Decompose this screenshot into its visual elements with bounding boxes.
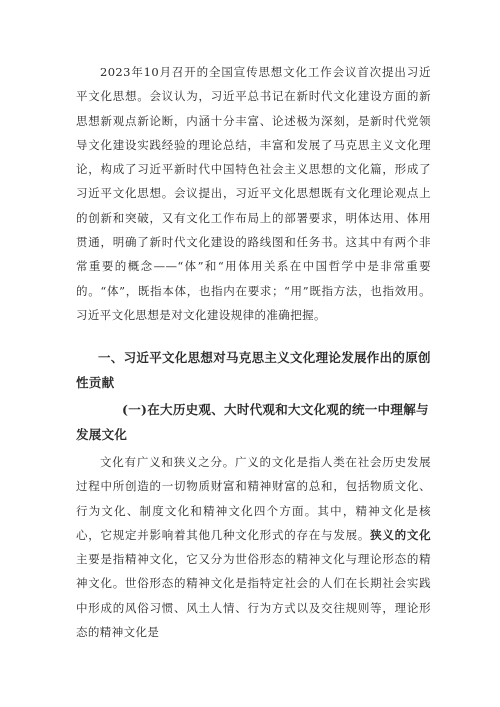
bold-term: 狭义的文化	[370, 527, 431, 542]
section-heading: 一、习近平文化思想对马克思主义文化理论发展作出的原创性贡献	[76, 350, 431, 390]
paragraph-text: 文化有广义和狭义之分。广义的文化是指人类在社会历史发展过程中所创造的一切物质财富和精神财富的总和，包括物质文化、行为文化、制度文化和精神文化四个方面。其中，精神文化是核心，它规定并影响着其他几种文化形式的存在与发展。	[76, 455, 431, 542]
paragraph-text-continued: 主要是指精神文化，它又分为世俗形态的精神文化与理论形态的精神文化。世俗形态的精神文化是指特定社会的人们在长期社会实践中形成的风俗习惯、风土人情、行为方式以及交往规则等，理论形态的精神文化是	[76, 552, 431, 640]
paragraph-intro: 2023年10月召开的全国宣传思想文化工作会议首次提出习近平文化思想。会议认为，习近平总书记在新时代文化建设方面的新思想新观点新论断，内涵十分丰富、论述极为深刻，是新时代党领导文化建设实践经验的理论总结，丰富和发展了马克思主义文化理论，构成了习近平新时代中国特色社会主义思想的文化篇，形成了习近平文化思想。会议提出，习近平文化思想既有文化理论观点上的创新和突破，又有文化工作布局上的部署要求，明体达用、体用贯通，明确了新时代文化建设的路线图和任务书。这其中有两个非常重要的概念——“体”和“用体用关系在中国哲学中是非常重要的。“体”，既指本体，也指内在要求；“用”既指方法，也指效用。习近平文化思想是对文化建设规律的准确把握。	[76, 65, 431, 322]
subsection-heading: (一)在大历史观、大时代观和大文化观的统一中理解与发展文化	[76, 402, 429, 442]
paragraph-culture-definition	[76, 450, 431, 644]
